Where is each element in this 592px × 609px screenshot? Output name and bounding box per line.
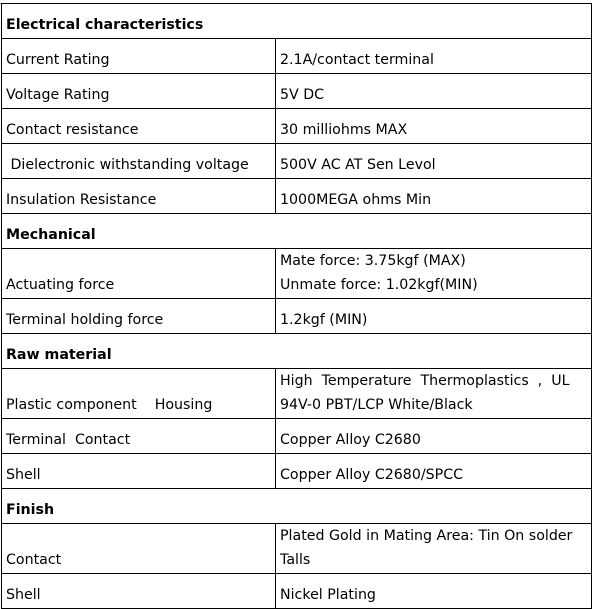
spec-value-line: 2.1A/contact terminal	[280, 52, 434, 68]
spec-label: Dielectronic withstanding voltage	[2, 144, 276, 179]
spec-value	[276, 249, 592, 299]
section-title: Mechanical	[2, 214, 592, 249]
spec-value-line: 94V-0 PBT/LCP White/Black	[280, 397, 473, 413]
section-title: Electrical characteristics	[2, 4, 592, 39]
spec-value	[276, 299, 592, 334]
spec-value-line: Copper Alloy C2680	[280, 432, 421, 448]
spec-row	[2, 574, 592, 609]
spec-value-line: 1.2kgf (MIN)	[280, 312, 368, 328]
section-header-row	[2, 4, 592, 39]
spec-row	[2, 179, 592, 214]
spec-value-line: Unmate force: 1.02kgf(MIN)	[280, 277, 478, 293]
spec-row	[2, 419, 592, 454]
spec-value	[276, 454, 592, 489]
spec-value	[276, 369, 592, 419]
spec-value-line: Mate force: 3.75kgf (MAX)	[280, 253, 466, 269]
spec-value-line: 5V DC	[280, 87, 325, 103]
spec-value-line: Plated Gold in Mating Area: Tin On solder	[280, 528, 573, 544]
spec-row	[2, 524, 592, 574]
spec-value	[276, 144, 592, 179]
spec-label: Contact	[2, 524, 276, 574]
spec-label: Contact resistance	[2, 109, 276, 144]
spec-row	[2, 454, 592, 489]
spec-label: Shell	[2, 574, 276, 609]
spec-value	[276, 74, 592, 109]
spec-label: Terminal holding force	[2, 299, 276, 334]
spec-label: Shell	[2, 454, 276, 489]
spec-label: Plastic component Housing	[2, 369, 276, 419]
spec-value-line: Nickel Plating	[280, 587, 376, 603]
spec-value	[276, 39, 592, 74]
spec-row	[2, 74, 592, 109]
spec-label: Terminal Contact	[2, 419, 276, 454]
spec-value	[276, 574, 592, 609]
spec-value-line: 500V AC AT Sen Levol	[280, 157, 436, 173]
spec-row	[2, 109, 592, 144]
spec-value-line: Talls	[280, 552, 311, 568]
spec-label: Actuating force	[2, 249, 276, 299]
spec-table	[1, 3, 592, 609]
spec-value-line: High Temperature Thermoplastics , UL	[280, 373, 570, 389]
spec-label: Voltage Rating	[2, 74, 276, 109]
spec-table-body	[2, 4, 592, 609]
spec-row	[2, 249, 592, 299]
spec-row	[2, 144, 592, 179]
section-header-row	[2, 334, 592, 369]
spec-row	[2, 369, 592, 419]
spec-value-line: 30 milliohms MAX	[280, 122, 408, 138]
section-header-row	[2, 214, 592, 249]
section-header-row	[2, 489, 592, 524]
spec-value	[276, 524, 592, 574]
spec-value-line: Copper Alloy C2680/SPCC	[280, 467, 464, 483]
spec-row	[2, 39, 592, 74]
spec-value	[276, 109, 592, 144]
spec-label: Current Rating	[2, 39, 276, 74]
section-title: Raw material	[2, 334, 592, 369]
spec-label: Insulation Resistance	[2, 179, 276, 214]
spec-value	[276, 179, 592, 214]
spec-row	[2, 299, 592, 334]
section-title: Finish	[2, 489, 592, 524]
spec-value	[276, 419, 592, 454]
spec-value-line: 1000MEGA ohms Min	[280, 192, 432, 208]
